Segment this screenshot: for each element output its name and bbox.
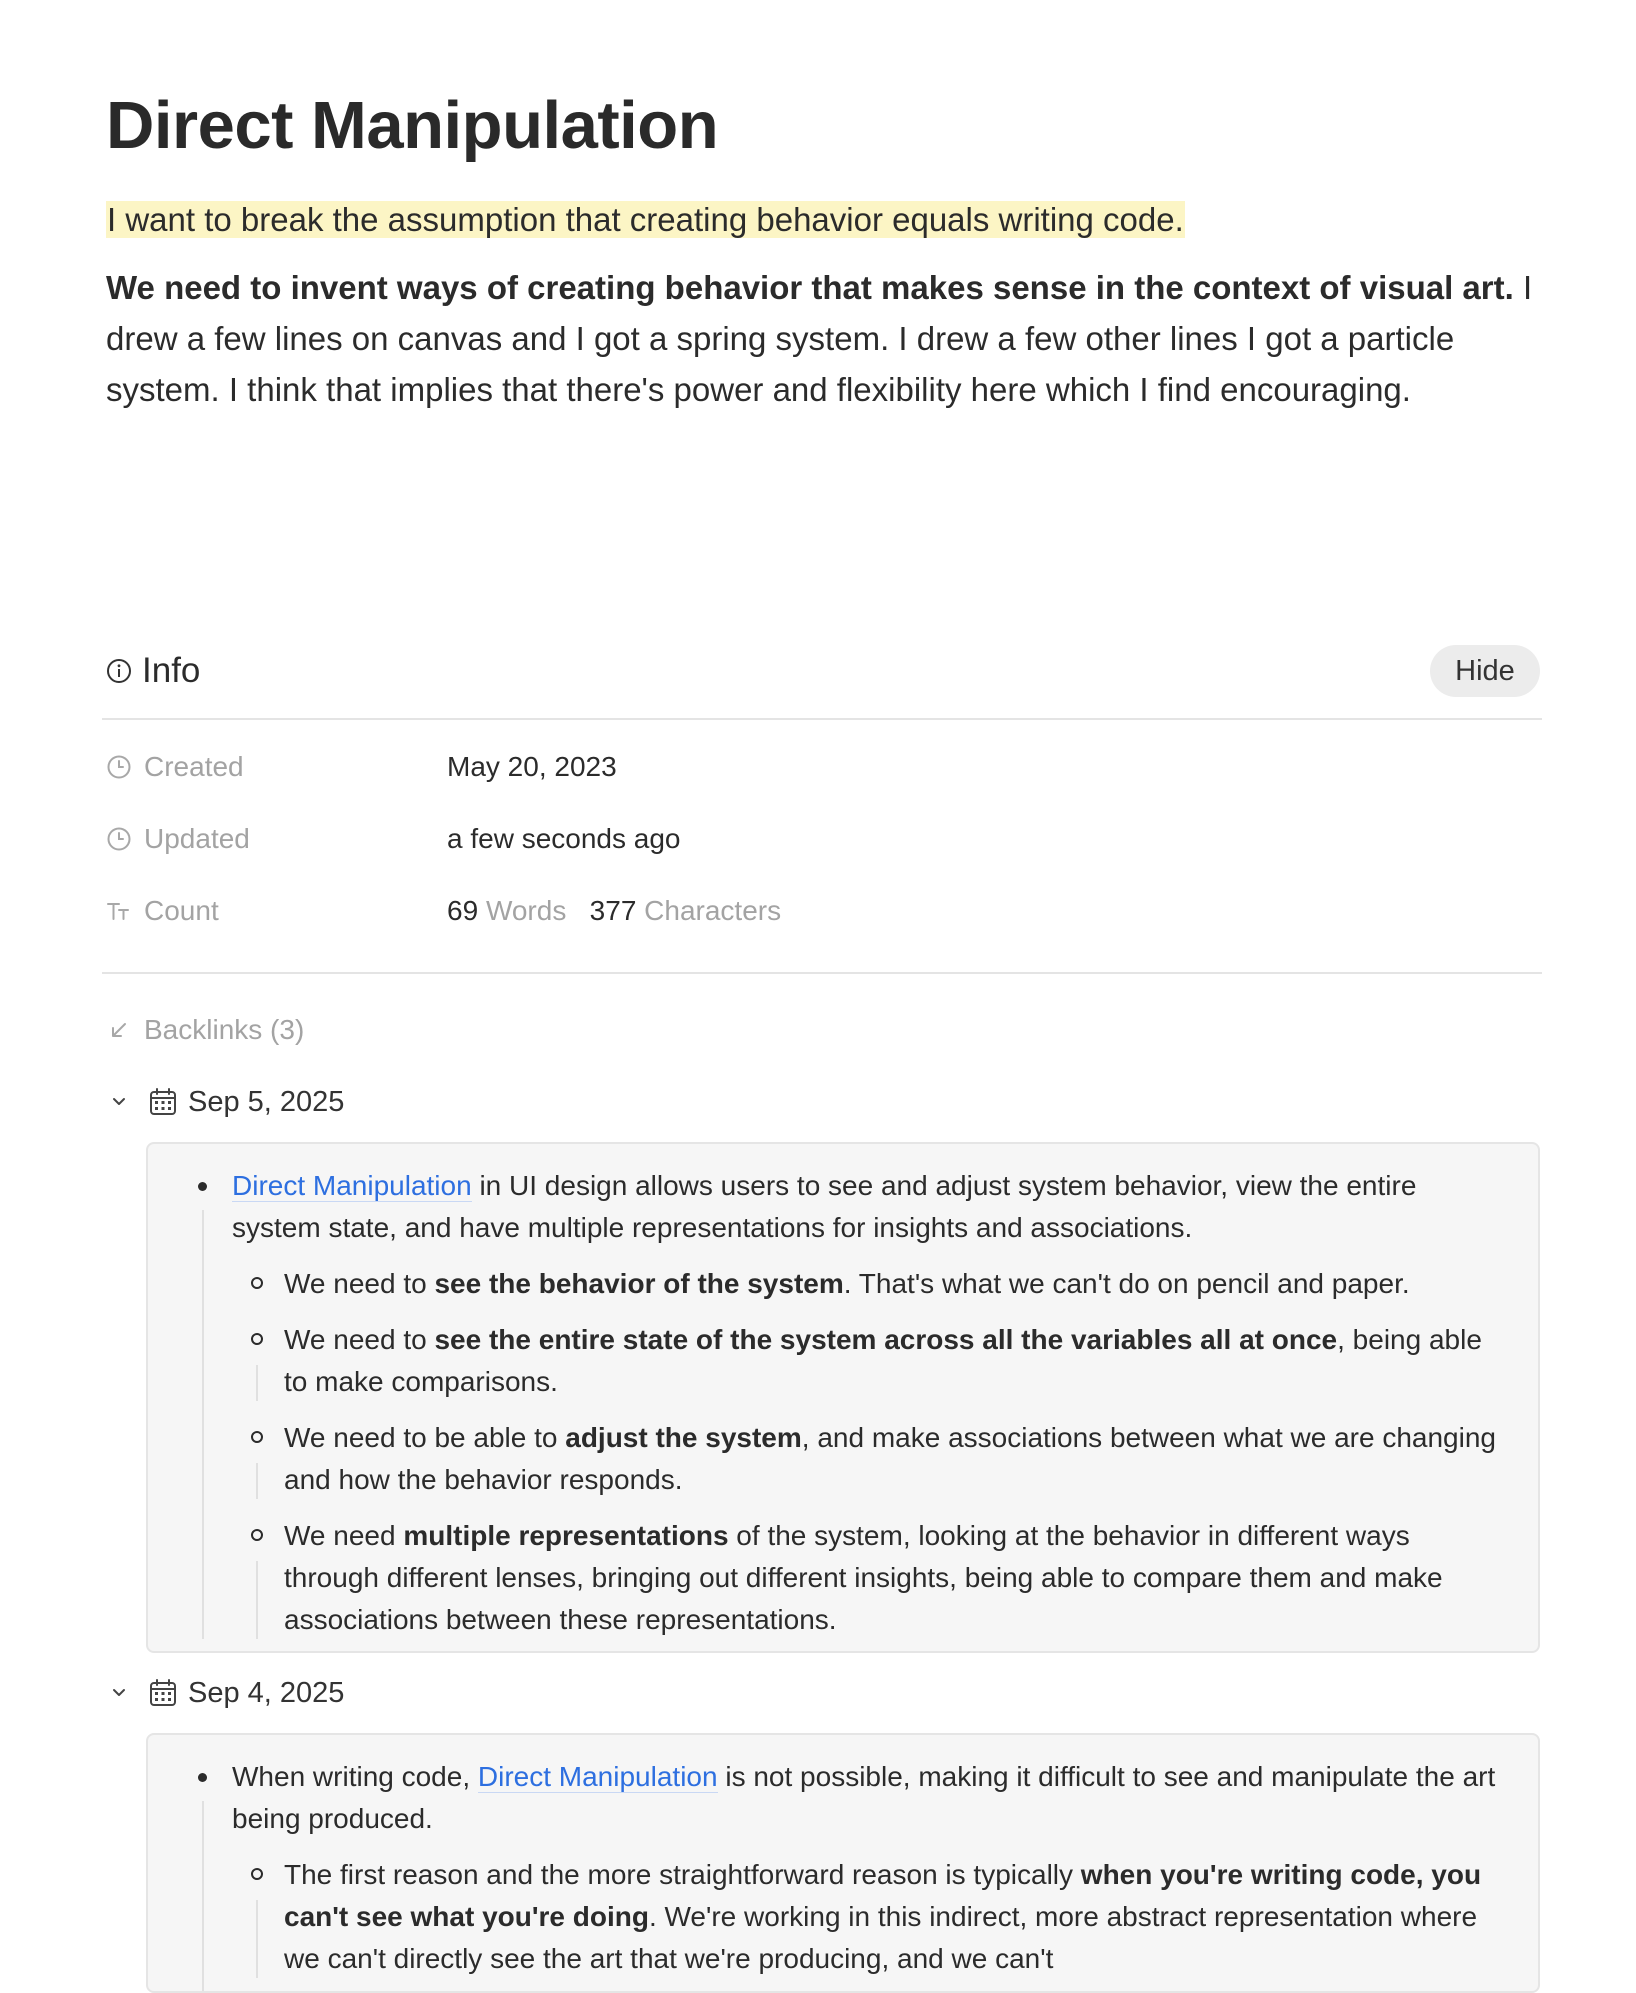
bold-lead: We need to invent ways of creating behavior that makes sense in the context of visual art. bbox=[106, 269, 1514, 306]
outline-guide bbox=[256, 1365, 258, 1401]
sub-text: , and make associations between what we are changing and how the behavior responds. bbox=[284, 1422, 1496, 1495]
count-value bbox=[447, 889, 781, 933]
sub-text: We need bbox=[284, 1520, 404, 1551]
sub-text: The first reason and the more straightforward reason is typically bbox=[284, 1859, 1081, 1890]
sub-bold: see the behavior of the system bbox=[434, 1268, 844, 1299]
updated-value: a few seconds ago bbox=[447, 823, 681, 854]
sub-bullet bbox=[148, 1515, 1538, 1641]
clock-icon bbox=[106, 826, 132, 852]
sub-bullet bbox=[148, 1417, 1538, 1501]
info-circle-icon bbox=[106, 658, 132, 684]
info-divider-bottom bbox=[102, 972, 1542, 974]
updated-row bbox=[106, 817, 1542, 861]
text-size-icon bbox=[106, 898, 132, 924]
info-title bbox=[106, 649, 200, 693]
count-label-text: Count bbox=[144, 895, 219, 926]
sub-bullet bbox=[148, 1263, 1538, 1305]
page-title: Direct Manipulation bbox=[106, 88, 719, 163]
sub-bullet bbox=[148, 1854, 1538, 1980]
document-page bbox=[106, 0, 1544, 1974]
sub-bold: multiple representations bbox=[403, 1520, 729, 1551]
chevron-down-icon[interactable] bbox=[106, 1089, 132, 1115]
sub-bullet bbox=[148, 1319, 1538, 1403]
calendar-icon bbox=[148, 1087, 178, 1117]
paragraph-rest: I drew a few lines on canvas and I got a spring system. I drew a few other lines I got a particle system. I think that implies that there's power and flexibility here which I find encouraging. bbox=[106, 269, 1533, 408]
chars-label: Characters bbox=[644, 895, 782, 926]
backlink-bullet bbox=[148, 1165, 1538, 1249]
bullet-text: is not possible, making it difficult to see and manipulate the art being produced. bbox=[232, 1761, 1496, 1834]
created-row bbox=[106, 745, 1542, 789]
words-label: Words bbox=[485, 895, 567, 926]
sub-text: . That's what we can't do on pencil and paper. bbox=[843, 1268, 1410, 1299]
info-header bbox=[106, 645, 1542, 697]
backlinks-header bbox=[106, 1008, 304, 1052]
updated-label bbox=[106, 817, 250, 861]
outline-guide bbox=[256, 1561, 258, 1639]
created-label-text: Created bbox=[144, 751, 244, 782]
backlink-bullet bbox=[148, 1756, 1538, 1840]
highlighted-sentence bbox=[106, 198, 1544, 242]
sub-text: . We're working in this indirect, more abstract representation where we can't directly see the art that we're producing, and we can't bbox=[284, 1901, 1478, 1974]
outline-guide bbox=[256, 1900, 258, 1978]
created-value: May 20, 2023 bbox=[447, 751, 617, 782]
sub-bold: see the entire state of the system across all the variables all at once bbox=[434, 1324, 1338, 1355]
bullet-text: in UI design allows users to see and adjust system behavior, view the entire system state, and have multiple representations for insights and associations. bbox=[232, 1170, 1417, 1243]
sub-text: , being able to make comparisons. bbox=[284, 1324, 1482, 1397]
highlight-text: I want to break the assumption that creating behavior equals writing code. bbox=[107, 201, 1184, 238]
backlink-group-header[interactable] bbox=[106, 1080, 344, 1124]
sub-text: of the system, looking at the behavior in different ways through different lenses, bringing out different insights, being able to compare them and make associations between these representations. bbox=[284, 1520, 1443, 1635]
backlinks-label: Backlinks (3) bbox=[144, 1014, 305, 1045]
calendar-icon bbox=[148, 1678, 178, 1708]
sub-text: We need to be able to bbox=[284, 1422, 566, 1453]
count-label bbox=[106, 889, 219, 933]
created-label bbox=[106, 745, 244, 789]
sub-text: We need to bbox=[284, 1268, 435, 1299]
bullet-text: When writing code, bbox=[232, 1761, 478, 1792]
count-row bbox=[106, 889, 1542, 933]
backlink-link[interactable]: Direct Manipulation bbox=[232, 1170, 472, 1201]
chars-count: 377 bbox=[589, 895, 637, 926]
hide-button[interactable]: Hide bbox=[1430, 645, 1540, 697]
backlink-group-header[interactable] bbox=[106, 1671, 344, 1715]
backlink-date[interactable]: Sep 5, 2025 bbox=[188, 1086, 345, 1118]
chevron-down-icon[interactable] bbox=[106, 1680, 132, 1706]
sub-text: We need to bbox=[284, 1324, 435, 1355]
backlink-card bbox=[146, 1142, 1540, 1653]
info-title-text: Info bbox=[142, 651, 201, 690]
backlink-card bbox=[146, 1733, 1540, 1993]
outline-guide bbox=[256, 1463, 258, 1499]
clock-icon bbox=[106, 754, 132, 780]
sub-bold: adjust the system bbox=[565, 1422, 802, 1453]
updated-label-text: Updated bbox=[144, 823, 250, 854]
backlink-link[interactable]: Direct Manipulation bbox=[477, 1761, 718, 1792]
info-divider-top bbox=[102, 718, 1542, 720]
backlink-date[interactable]: Sep 4, 2025 bbox=[188, 1677, 345, 1709]
body-paragraph bbox=[106, 262, 1544, 415]
sub-bold: when you're writing code, you can't see what you're doing bbox=[284, 1859, 1482, 1932]
arrow-down-left-icon bbox=[106, 1017, 132, 1043]
words-count: 69 bbox=[447, 895, 479, 926]
